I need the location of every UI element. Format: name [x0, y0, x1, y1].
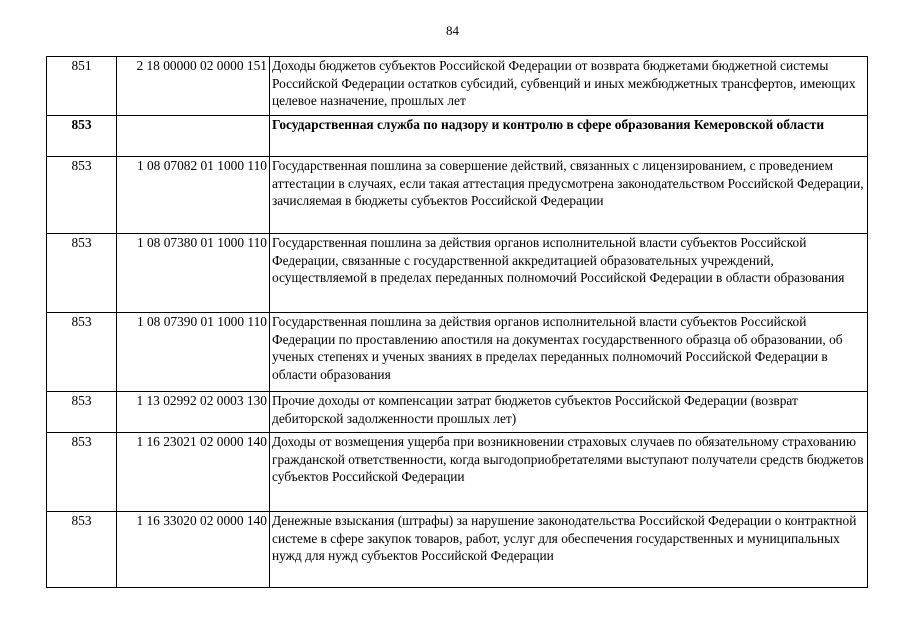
revenue-description-cell: Государственная пошлина за совершение действий, связанных с лицензированием, с проведением аттестации в случаях, если такая аттестация предусмотрена законодательством Российской Федерации, зачисляемая в бюджеты субъектов Российской Федерации [270, 157, 868, 234]
budget-classification-code-cell: 1 08 07082 01 1000 110 [117, 157, 270, 234]
revenue-description-cell: Прочие доходы от компенсации затрат бюджетов субъектов Российской Федерации (возврат дебиторской задолженности прошлых лет) [270, 392, 868, 433]
revenue-description-cell: Государственная пошлина за действия органов исполнительной власти субъектов Российской Федерации, связанные с государственной аккредитацией образовательных учреждений, осуществляемой в пределах переданных полномочий Российской Федерации в области образования [270, 234, 868, 313]
admin-code-cell: 853 [47, 512, 117, 588]
admin-code-cell: 853 [47, 392, 117, 433]
admin-code-cell: 853 [47, 433, 117, 512]
table-row [47, 57, 868, 116]
admin-code-cell: 853 [47, 234, 117, 313]
admin-code-cell: 853 [47, 116, 117, 157]
budget-classification-code-cell: 1 08 07380 01 1000 110 [117, 234, 270, 313]
admin-code-cell: 851 [47, 57, 117, 116]
budget-classification-code-cell: 2 18 00000 02 0000 151 [117, 57, 270, 116]
revenue-description-cell: Государственная пошлина за действия органов исполнительной власти субъектов Российской Федерации по проставлению апостиля на документах государственного образца об образовании, об ученых степенях и ученых званиях в пределах переданных полномочий Российской Федерации в области образования [270, 313, 868, 392]
admin-code-cell: 853 [47, 313, 117, 392]
table-row [47, 234, 868, 313]
table-row [47, 313, 868, 392]
admin-code-cell: 853 [47, 157, 117, 234]
revenue-description-cell: Денежные взыскания (штрафы) за нарушение законодательства Российской Федерации о контрактной системе в сфере закупок товаров, работ, услуг для обеспечения государственных и муниципальных нужд для нужд субъектов Российской Федерации [270, 512, 868, 588]
budget-classification-code-cell [117, 116, 270, 157]
table-row [47, 157, 868, 234]
revenue-description-cell: Доходы от возмещения ущерба при возникновении страховых случаев по обязательному страхованию гражданской ответственности, когда выгодоприобретателями выступают получатели средств бюджетов субъектов Российской Федерации [270, 433, 868, 512]
section-title-cell: Государственная служба по надзору и контролю в сфере образования Кемеровской области [270, 116, 868, 157]
budget-classification-code-cell: 1 13 02992 02 0003 130 [117, 392, 270, 433]
table-row [47, 512, 868, 588]
page-number: 84 [446, 23, 459, 38]
table-row-section-header [47, 116, 868, 157]
revenue-codes-table [46, 56, 868, 588]
revenue-description-cell: Доходы бюджетов субъектов Российской Федерации от возврата бюджетами бюджетной системы Российской Федерации остатков субсидий, субвенций и иных межбюджетных трансфертов, имеющих целевое назначение, прошлых лет [270, 57, 868, 116]
table-row [47, 392, 868, 433]
table-row [47, 433, 868, 512]
budget-classification-code-cell: 1 16 33020 02 0000 140 [117, 512, 270, 588]
budget-classification-code-cell: 1 08 07390 01 1000 110 [117, 313, 270, 392]
budget-classification-code-cell: 1 16 23021 02 0000 140 [117, 433, 270, 512]
